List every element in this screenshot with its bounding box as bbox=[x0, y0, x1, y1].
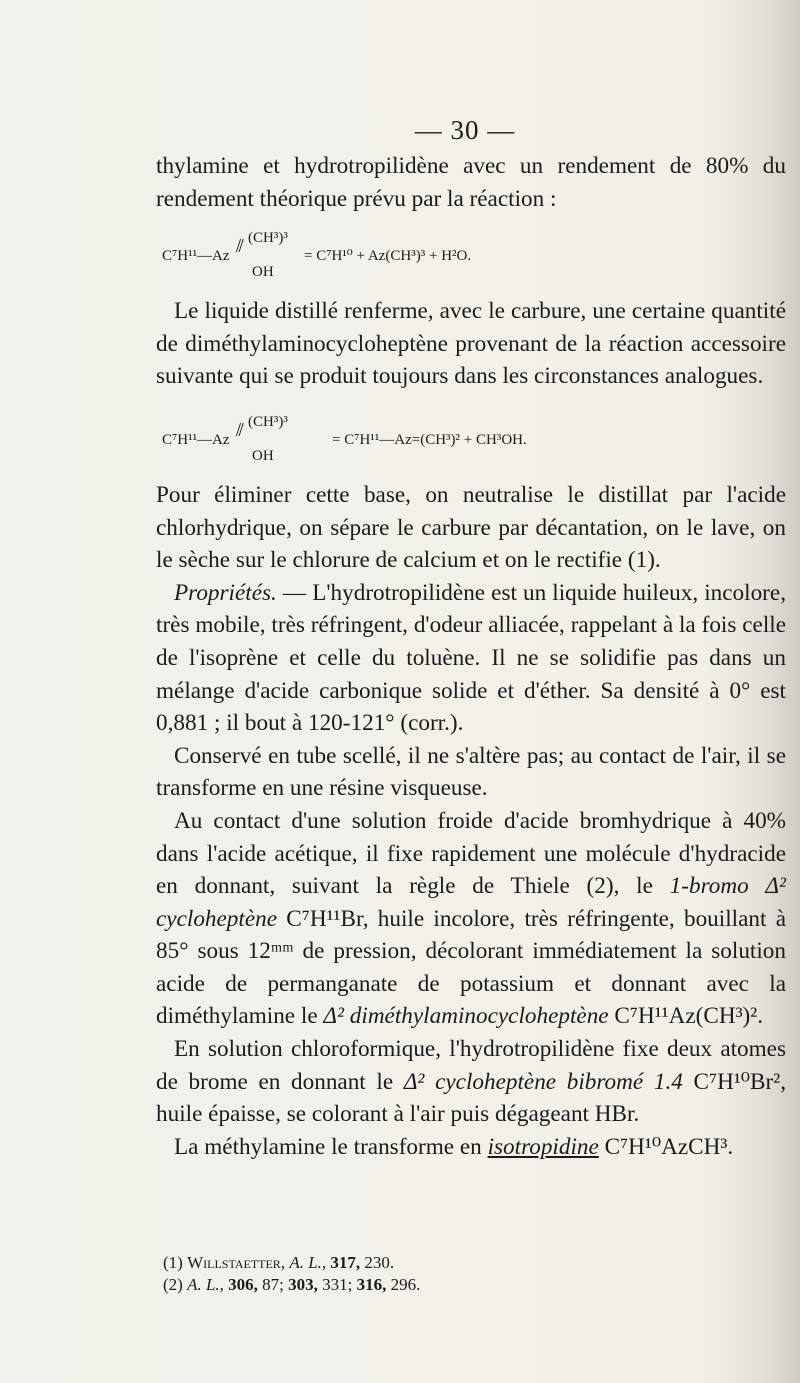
equation-2-left: C⁷H¹¹—Az bbox=[162, 431, 230, 448]
equation-1-left: C⁷H¹¹—Az bbox=[162, 248, 230, 265]
equation-2-bond: ⫽ bbox=[236, 419, 245, 440]
footnote-2-volume-1: 306, bbox=[228, 1275, 258, 1294]
paragraph-6 bbox=[156, 805, 786, 1033]
paragraph-5: Conservé en tube scellé, il ne s'altère pas; au contact de l'air, il se transforme en une résine visqueuse. bbox=[156, 742, 786, 802]
paragraph-1: thylamine et hydrotropilidène avec un rendement de 80% du rendement théorique prévu par la réaction : bbox=[156, 153, 786, 212]
paragraph-8-text-a: La méthylamine le transforme en bbox=[174, 1133, 488, 1160]
equation-1-right: = C⁷H¹⁰ + Az(CH³)³ + H²O. bbox=[304, 248, 472, 265]
paragraph-3: Pour éliminer cette base, on neutralise le distillat par l'acide chlorhydrique, on sépare le carbure par décantation, on le lave, on le sèche sur le chlorure de calcium et on le rectifie (1). bbox=[156, 481, 786, 574]
footnotes bbox=[163, 1252, 663, 1296]
footnote-1-author: Willstaetter, bbox=[187, 1253, 286, 1272]
footnote-1-volume: 317, bbox=[330, 1253, 361, 1272]
footnote-2-journal: A. L., bbox=[187, 1275, 224, 1294]
paragraph-7-text-b: C⁷H¹⁰Br², huile épaisse, se colorant à l'air puis dégageant HBr. bbox=[156, 1068, 786, 1128]
equation-1-top: (CH³)³ bbox=[248, 230, 288, 247]
body-text bbox=[156, 150, 786, 1163]
compound-bromocycloheptene: 1-bromo Δ² cycloheptène bbox=[156, 873, 786, 932]
section-label-proprietes: Propriétés. bbox=[174, 579, 277, 606]
paragraph-6-text-b: C⁷H¹¹Br, huile incolore, très réfringente, bouillant à 85° sous 12ᵐᵐ de pression, décolorant immédiatement la solution acide de permanganate de potassium et donnant avec la diméthylamine le bbox=[156, 905, 786, 1030]
footnote-1-number: (1) bbox=[163, 1253, 183, 1272]
paragraph-7 bbox=[156, 1033, 786, 1131]
footnote-2-number: (2) bbox=[163, 1275, 183, 1294]
paragraph-4 bbox=[156, 577, 786, 740]
paragraph-8-text-b: C⁷H¹⁰AzCH³. bbox=[598, 1133, 734, 1160]
footnote-1-journal: A. L., bbox=[289, 1253, 327, 1272]
footnote-2-page-1: 87; bbox=[262, 1275, 284, 1294]
footnote-2-volume-2: 303, bbox=[288, 1275, 318, 1294]
footnote-1-page: 230. bbox=[364, 1253, 395, 1272]
paragraph-6-text-c: C⁷H¹¹Az(CH³)². bbox=[608, 1003, 763, 1030]
paragraph-2: Le liquide distillé renferme, avec le carbure, une certaine quantité de diméthylaminocycloheptène provenant de la réaction accessoire suivante qui se produit toujours dans les circonstances analogues. bbox=[156, 298, 786, 390]
equation-1-bond: ⫽ bbox=[236, 236, 245, 257]
equation-2 bbox=[156, 411, 786, 465]
paragraph-6-text-a: Au contact d'une solution froide d'acide bromhydrique à 40% dans l'acide acétique, il fixe rapidement une molécule d'hydracide en donnant, suivant la règle de Thiele (2), le bbox=[156, 807, 786, 900]
equation-1 bbox=[156, 227, 786, 281]
equation-2-top: (CH³)³ bbox=[248, 413, 288, 430]
paragraph-4-text: — L'hydrotropilidène est un liquide huileux, incolore, très mobile, très réfringent, d'odeur alliacée, rappelant à la fois celle de l'isoprène et celle du toluène. Il ne se solidifie pas dans un mélange d'acide carbonique solide et d'éther. Sa densité à 0° est 0,881 ; il bout à 120-121° (corr.). bbox=[156, 579, 786, 737]
compound-dimethylaminocycloheptene: Δ² diméthylaminocycloheptène bbox=[323, 1003, 609, 1030]
equation-2-bottom: OH bbox=[252, 447, 274, 464]
paragraph-8 bbox=[156, 1131, 786, 1164]
footnote-2-page-3: 296. bbox=[390, 1275, 421, 1294]
paragraph-7-text-a: En solution chloroformique, l'hydrotropilidène fixe deux atomes de brome en donnant le bbox=[156, 1036, 786, 1095]
equation-1-bottom: OH bbox=[252, 264, 274, 281]
footnote-2-volume-3: 316, bbox=[356, 1275, 387, 1294]
footnote-2-page-2: 331; bbox=[322, 1275, 353, 1294]
compound-isotropidine: isotropidine bbox=[487, 1133, 599, 1160]
footnote-1 bbox=[163, 1252, 663, 1274]
footnote-2 bbox=[163, 1274, 663, 1296]
page-number: — 30 — bbox=[414, 115, 516, 145]
compound-cycloheptene-bibrome: Δ² cycloheptène bibromé 1.4 bbox=[403, 1068, 683, 1095]
equation-2-right: = C⁷H¹¹—Az=(CH³)² + CH³OH. bbox=[332, 431, 527, 448]
